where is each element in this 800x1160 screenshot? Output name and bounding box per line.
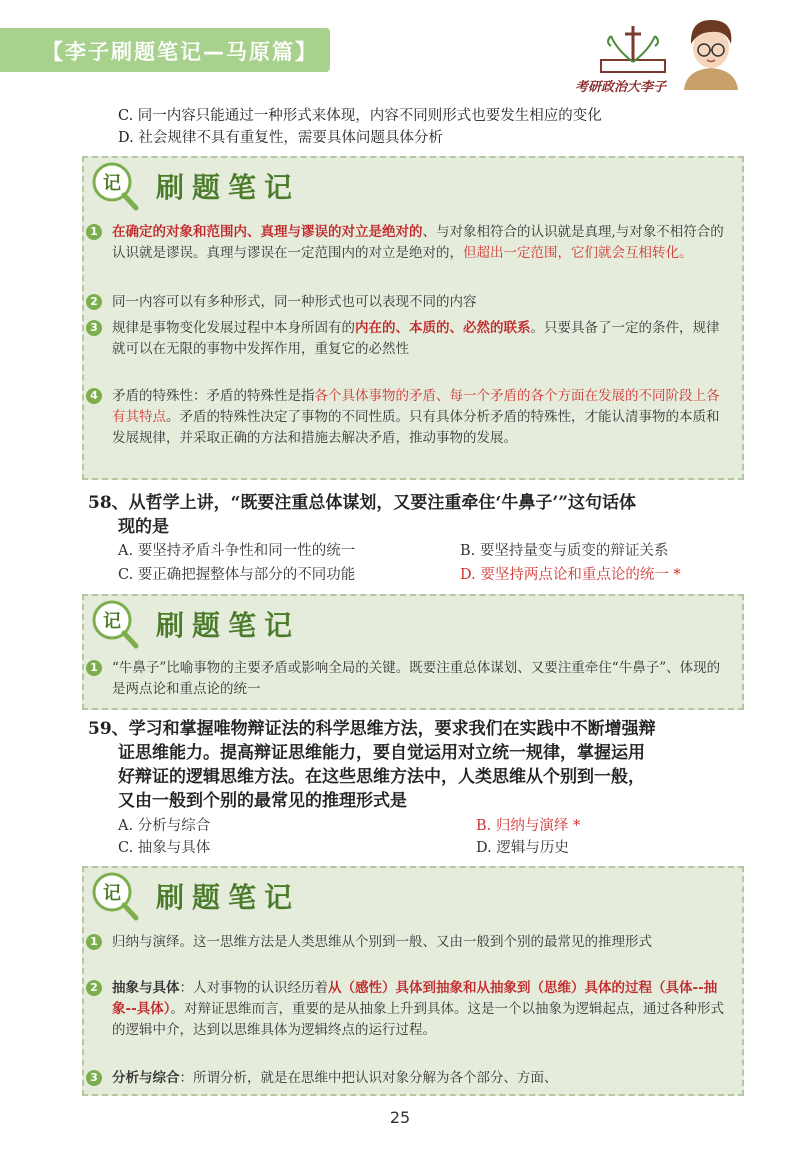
number-badge: 1 (86, 660, 102, 676)
prev-option-c: C. 同一内容只能通过一种形式来体现，内容不同则形式也要发生相应的变化 (118, 108, 602, 124)
note3-item-3 (90, 1068, 732, 1089)
note1-item-4 (90, 386, 732, 449)
note2-item-1 (90, 658, 732, 700)
q59-option-a: A. 分析与综合 (118, 818, 211, 834)
note-text: 。对辩证思维而言，重要的是从抽象上升到具体。这是一个以抽象为逻辑起点，通过各种形式的逻辑中介，达到以思维具体为逻辑终点的运行过程。 (112, 1001, 724, 1038)
note-text: 分析与综合 (112, 1070, 180, 1086)
q59-stem-line3: 好辩证的逻辑思维方法。在这些思维方法中，人类思维从个别到一般， (118, 767, 645, 787)
note-box-2 (82, 594, 744, 710)
note-text: 内在的、本质的、必然的联系 (355, 320, 531, 336)
note-text: ：人对事物的认识经历着 (179, 980, 328, 996)
number-badge: 1 (86, 224, 102, 240)
svg-text:记: 记 (103, 611, 121, 632)
svg-text:记: 记 (103, 883, 121, 904)
logo-icon (595, 22, 671, 76)
note-text: 、与对象相符合的认识就是真理,与对象不相符合的认识就是谬误。真理与谬误在一定范围内的对立是绝对的， (112, 224, 724, 261)
note-text: 各个具体事物的矛盾、每一个矛盾的各个方面在发展的不同阶段上各有其特点 (112, 388, 720, 425)
note1-item-2 (90, 292, 732, 313)
q58-option-d-answer: D. 要坚持两点论和重点论的统一 * (460, 567, 681, 583)
magnifier-note-icon (88, 160, 142, 214)
note-text: 但超出一定范围，它们就会互相转化。 (463, 245, 693, 261)
note-title: 刷题笔记 (156, 881, 301, 914)
header-banner (0, 28, 330, 72)
number-badge: 4 (86, 388, 102, 404)
q58-option-b: B. 要坚持量变与质变的辩证关系 (460, 543, 669, 559)
note-text: ：所谓分析，就是在思维中把认识对象分解为各个部分、方面、 (179, 1070, 558, 1086)
note-text: 矛盾的特殊性：矛盾的特殊性是指 (112, 388, 315, 404)
note1-item-3 (90, 318, 732, 360)
brand-text: 考研政治大李子 (575, 80, 667, 95)
note-text: 在确定的对象和范围内、真理与谬误的对立是绝对的 (112, 224, 423, 240)
number-badge: 3 (86, 1070, 102, 1086)
q59-stem-line1: 59、学习和掌握唯物辩证法的科学思维方法，要求我们在实践中不断增强辩 (88, 719, 656, 739)
number-badge: 3 (86, 320, 102, 336)
note-title: 刷题笔记 (156, 171, 301, 204)
number-badge: 2 (86, 980, 102, 996)
note-box-3 (82, 866, 744, 1096)
q58-option-c: C. 要正确把握整体与部分的不同功能 (118, 567, 356, 583)
q59-stem-line2: 证思维能力。提高辩证思维能力，要自觉运用对立统一规律，掌握运用 (118, 743, 645, 763)
note3-item-2 (90, 978, 732, 1041)
header-title: 【李子刷题笔记—马原篇】 (42, 40, 318, 64)
note3-item-1 (90, 932, 732, 953)
note-title: 刷题笔记 (156, 609, 301, 642)
number-badge: 1 (86, 934, 102, 950)
q58-stem-line2: 现的是 (118, 517, 169, 537)
note1-item-1 (90, 222, 732, 264)
note-text: “牛鼻子”比喻事物的主要矛盾或影响全局的关键。既要注重总体谋划、又要注重牵住“牛鼻子”、体现的是两点论和重点论的统一 (112, 660, 721, 697)
note-text: 抽象与具体 (112, 980, 180, 996)
note-text: 同一内容可以有多种形式，同一种形式也可以表现不同的内容 (112, 294, 477, 310)
note-text: 从（感性）具体到抽象和从抽象到（思维）具体的过程（具体--抽象--具体） (112, 980, 718, 1017)
q58-option-a: A. 要坚持矛盾斗争性和同一性的统一 (118, 543, 356, 559)
prev-option-d: D. 社会规律不具有重复性，需要具体问题具体分析 (118, 130, 443, 146)
svg-text:记: 记 (103, 173, 121, 194)
q59-stem-line4: 又由一般到个别的最常见的推理形式是 (118, 791, 407, 811)
avatar (678, 14, 744, 90)
note-box-1 (82, 156, 744, 480)
note-text: 归纳与演绎。这一思维方法是人类思维从个别到一般、又由一般到个别的最常见的推理形式 (112, 934, 652, 950)
q59-option-c: C. 抽象与具体 (118, 840, 211, 856)
q58-stem-line1: 58、从哲学上讲，“既要注重总体谋划，又要注重牵住‘牛鼻子’”这句话体 (88, 493, 637, 513)
number-badge: 2 (86, 294, 102, 310)
note-text: 。矛盾的特殊性决定了事物的不同性质。只有具体分析矛盾的特殊性，才能认清事物的本质和发展规律，并采取正确的方法和措施去解决矛盾，推动事物的发展。 (112, 409, 720, 446)
note-text: 。只要具备了一定的条件，规律就可以在无限的事物中发挥作用，重复它的必然性 (112, 320, 720, 357)
q59-option-d: D. 逻辑与历史 (476, 840, 569, 856)
note-text: 规律是事物变化发展过程中本身所固有的 (112, 320, 355, 336)
magnifier-note-icon (88, 870, 142, 924)
magnifier-note-icon (88, 598, 142, 652)
q59-option-b-answer: B. 归纳与演绎 * (476, 818, 581, 834)
page-number: 25 (389, 1108, 411, 1127)
